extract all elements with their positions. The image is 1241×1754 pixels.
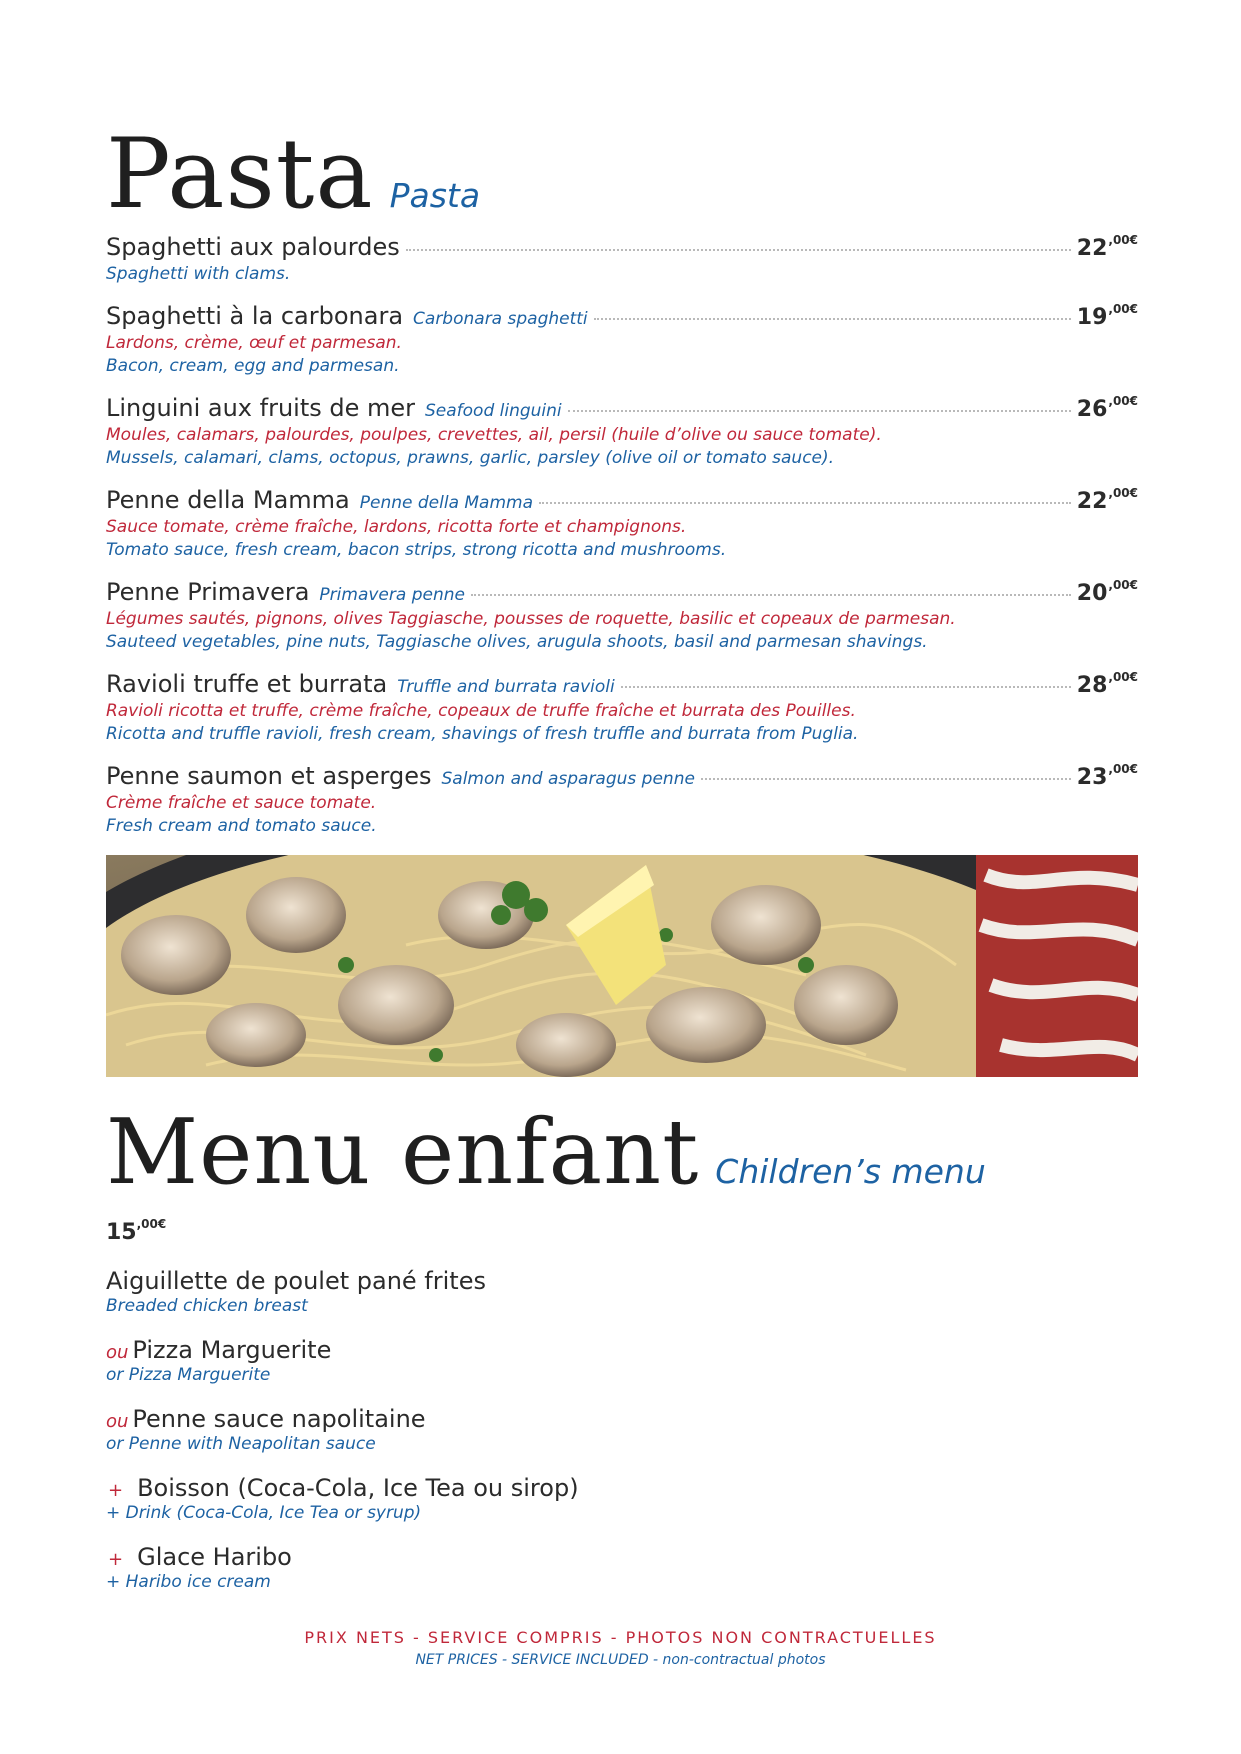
kids-item-prefix: ou — [106, 1342, 129, 1363]
item-name-en: Seafood linguini — [425, 401, 562, 421]
menu-item — [106, 486, 1138, 562]
kids-item-en: + Drink (Coca-Cola, Ice Tea or syrup) — [106, 1503, 422, 1523]
item-name-en: Carbonara spaghetti — [413, 309, 588, 329]
menu-item — [106, 302, 1138, 378]
item-price: $23^{,00€}$ — [1076, 762, 1138, 790]
kids-item — [106, 1405, 426, 1455]
dot-leader — [594, 318, 1071, 320]
pasta-title: Pasta — [106, 118, 374, 230]
pasta-heading — [106, 118, 480, 230]
menu-item — [106, 394, 1138, 470]
menu-item — [106, 762, 1138, 838]
clam-pasta-illustration — [106, 855, 1138, 1077]
menu-item — [106, 233, 1138, 286]
item-description-en: Bacon, cream, egg and parmesan. — [106, 356, 400, 376]
item-name: Penne della Mamma — [106, 486, 350, 514]
kids-item-en: Breaded chicken breast — [106, 1296, 308, 1316]
dot-leader — [621, 686, 1071, 688]
item-description-en: Tomato sauce, fresh cream, bacon strips, strong ricotta and mushrooms. — [106, 540, 727, 560]
kids-item — [106, 1474, 579, 1524]
dot-leader — [539, 502, 1071, 504]
item-description-fr: Lardons, crème, œuf et parmesan. — [106, 333, 402, 353]
item-name: Spaghetti à la carbonara — [106, 302, 404, 330]
item-name: Linguini aux fruits de mer — [106, 394, 415, 422]
kids-item — [106, 1336, 331, 1386]
item-name-en: Truffle and burrata ravioli — [397, 677, 615, 697]
item-price: $28^{,00€}$ — [1076, 670, 1138, 698]
kids-item-en: + Haribo ice cream — [106, 1572, 271, 1592]
item-description-en: Ricotta and truffle ravioli, fresh cream, shavings of fresh truffle and burrata from Puglia. — [106, 724, 859, 744]
footer-note-fr: PRIX NETS - SERVICE COMPRIS - PHOTOS NON CONTRACTUELLES — [304, 1628, 937, 1647]
item-description-en: Mussels, calamari, clams, octopus, prawns, garlic, parsley (olive oil or tomato sauce). — [106, 448, 835, 468]
plus-icon: + — [108, 1480, 124, 1501]
kids-heading — [106, 1100, 986, 1205]
kids-item — [106, 1267, 486, 1317]
menu-item — [106, 578, 1138, 654]
dot-leader — [471, 594, 1071, 596]
item-price: $26^{,00€}$ — [1076, 394, 1138, 422]
footer-note-en: NET PRICES - SERVICE INCLUDED - non-contractual photos — [415, 1652, 826, 1668]
kids-item-en: or Penne with Neapolitan sauce — [106, 1434, 376, 1454]
kids-menu-price: $15^{,00€}$ — [106, 1217, 167, 1245]
dot-leader — [406, 249, 1071, 251]
kids-item-name: Pizza Marguerite — [132, 1336, 332, 1364]
item-description-fr: Légumes sautés, pignons, olives Taggiasche, pousses de roquette, basilic et copeaux de parmesan. — [106, 609, 956, 629]
dot-leader — [701, 778, 1071, 780]
item-description-fr: Crème fraîche et sauce tomate. — [106, 793, 377, 813]
item-price: $22^{,00€}$ — [1076, 233, 1138, 261]
kids-title: Menu enfant — [106, 1100, 700, 1205]
pasta-subtitle: Pasta — [389, 176, 481, 215]
item-description-en: Sauteed vegetables, pine nuts, Taggiasche olives, arugula shoots, basil and parmesan shavings. — [106, 632, 928, 652]
kids-item-name: Aiguillette de poulet pané frites — [106, 1267, 486, 1295]
item-name: Penne saumon et asperges — [106, 762, 432, 790]
item-description-fr: Ravioli ricotta et truffe, crème fraîche, copeaux de truffe fraîche et burrata des Pouilles. — [106, 701, 856, 721]
item-price: $19^{,00€}$ — [1076, 302, 1138, 330]
item-description-en: Spaghetti with clams. — [106, 264, 291, 284]
item-name-en: Penne della Mamma — [359, 493, 534, 513]
item-price: $22^{,00€}$ — [1076, 486, 1138, 514]
plus-icon: + — [108, 1549, 124, 1570]
item-name-en: Primavera penne — [319, 585, 465, 605]
kids-item-en: or Pizza Marguerite — [106, 1365, 271, 1385]
food-photo — [106, 855, 1138, 1077]
item-description-en: Fresh cream and tomato sauce. — [106, 816, 377, 836]
kids-item — [106, 1543, 292, 1593]
kids-item-prefix: ou — [106, 1411, 129, 1432]
item-description-fr: Sauce tomate, crème fraîche, lardons, ricotta forte et champignons. — [106, 517, 687, 537]
item-price: $20^{,00€}$ — [1076, 578, 1138, 606]
kids-item-name: Boisson (Coca-Cola, Ice Tea ou sirop) — [137, 1474, 579, 1502]
item-description-fr: Moules, calamars, palourdes, poulpes, crevettes, ail, persil (huile d’olive ou sauce tomate). — [106, 425, 882, 445]
item-name: Spaghetti aux palourdes — [106, 233, 400, 261]
kids-item-name: Penne sauce napolitaine — [132, 1405, 426, 1433]
kids-subtitle: Children’s menu — [715, 1152, 986, 1191]
item-name-en: Salmon and asparagus penne — [441, 769, 695, 789]
dot-leader — [568, 410, 1071, 412]
kids-item-name: Glace Haribo — [137, 1543, 292, 1571]
item-name: Ravioli truffe et burrata — [106, 670, 388, 698]
item-name: Penne Primavera — [106, 578, 310, 606]
menu-item — [106, 670, 1138, 746]
